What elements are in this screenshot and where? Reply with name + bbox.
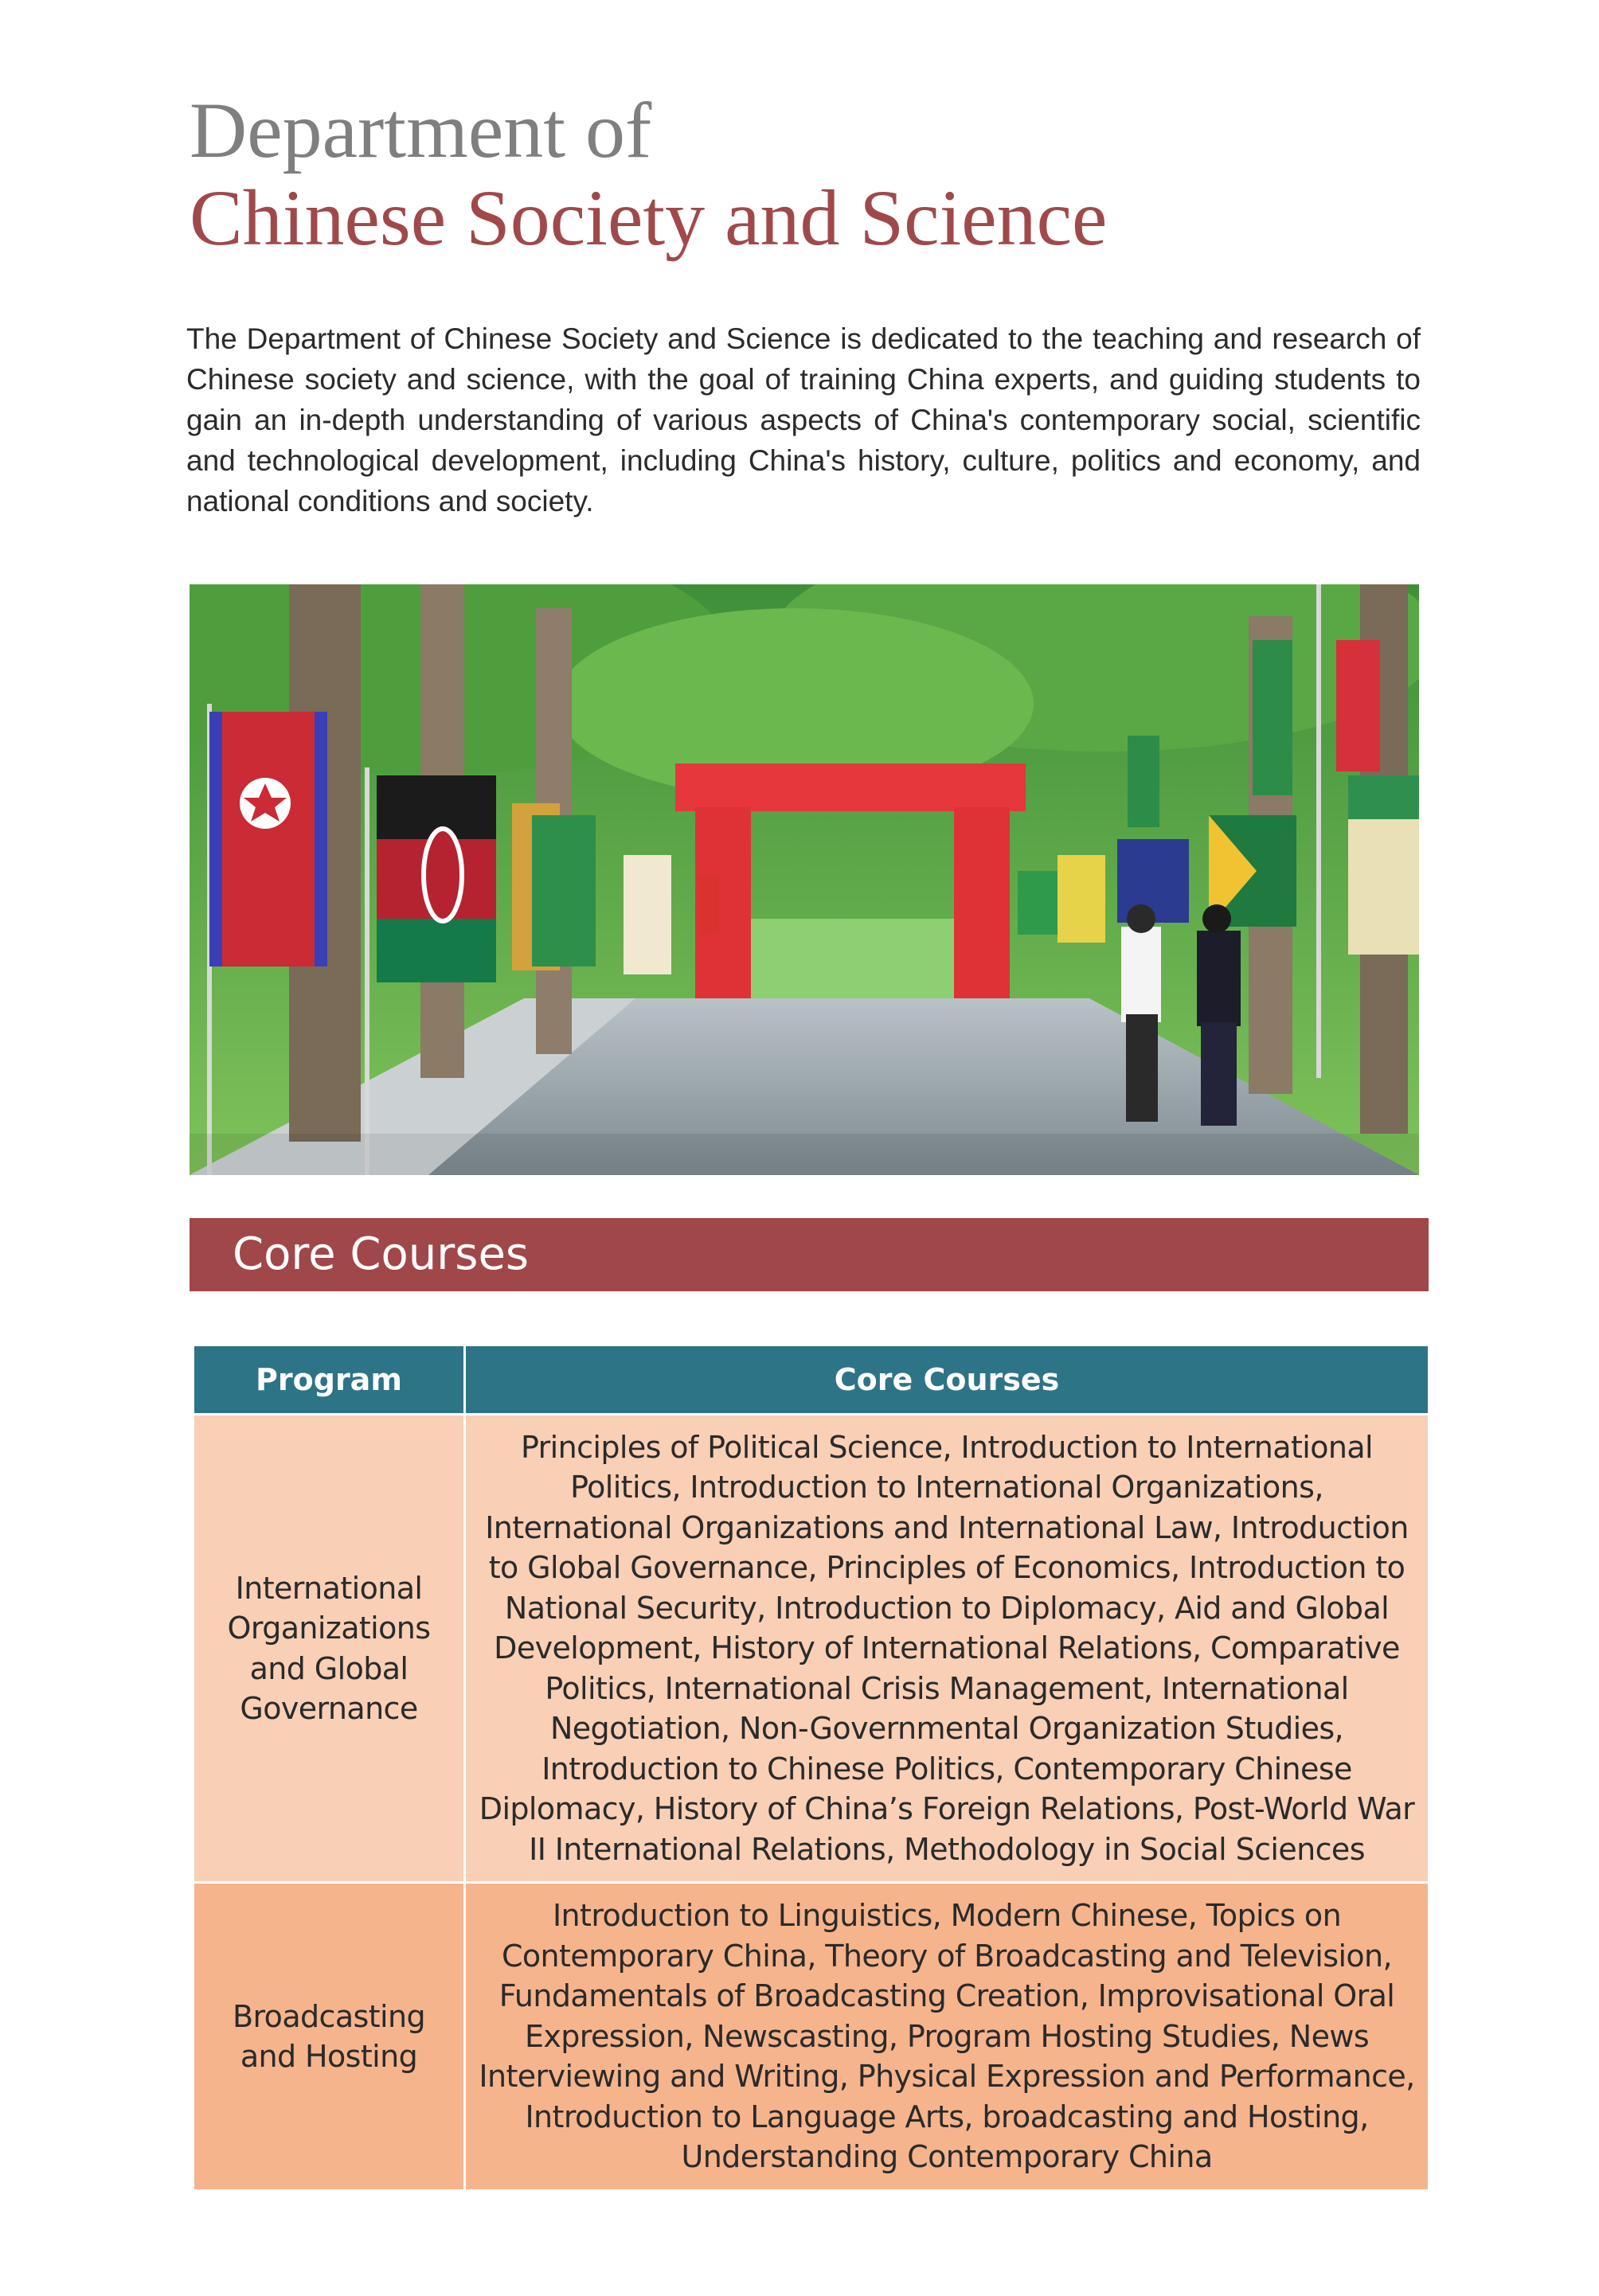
core-courses-table [192,1344,1430,2192]
program-cell: Broadcasting and Hosting [194,1883,465,2191]
section-title: Core Courses [233,1228,530,1280]
section-header-bar [190,1218,1429,1291]
header-program: Program [194,1345,465,1415]
title-line-1: Department of [190,86,652,174]
courses-cell: Introduction to Linguistics, Modern Chinese, Topics on Contemporary China, Theory of Broadcasting and Television, Fundamentals of Broadcasting Creation, Improvisational Oral Expression, Newscasting, Program Hosting Studies, News Interviewing and Writing, Physical Expression and Performance, Introduction to Language Arts, broadcasting and Hosting, Understanding Contemporary China [465,1883,1429,2191]
table-row [194,1883,1429,2191]
table-header-row [194,1345,1429,1415]
program-cell: International Organizations and Global Governance [194,1415,465,1883]
table-row [194,1415,1429,1883]
campus-photo [190,584,1419,1175]
campus-photo-illustration [190,584,1419,1175]
title-line-2: Chinese Society and Science [190,174,1108,262]
courses-cell: Principles of Political Science, Introduction to International Politics, Introduction to International Organizations, International Organizations and International Law, Introduction to Global Governance, Principles of Economics, Introduction to National Security, Introduction to Diplomacy, Aid and Global Development, History of International Relations, Comparative Politics, International Crisis Management, International Negotiation, Non-Governmental Organization Studies, Introduction to Chinese Politics, Contemporary Chinese Diplomacy, History of China’s Foreign Relations, Post-World War II International Relations, Methodology in Social Sciences [465,1415,1429,1883]
header-core-courses: Core Courses [465,1345,1429,1415]
intro-paragraph: The Department of Chinese Society and Science is dedicated to the teaching and research of Chinese society and science, with the goal of training China experts, and guiding students to gain an in-depth understanding of various aspects of China's contemporary social, scientific and technological development, including China's history, culture, politics and economy, and national conditions and society. [186,322,1421,517]
